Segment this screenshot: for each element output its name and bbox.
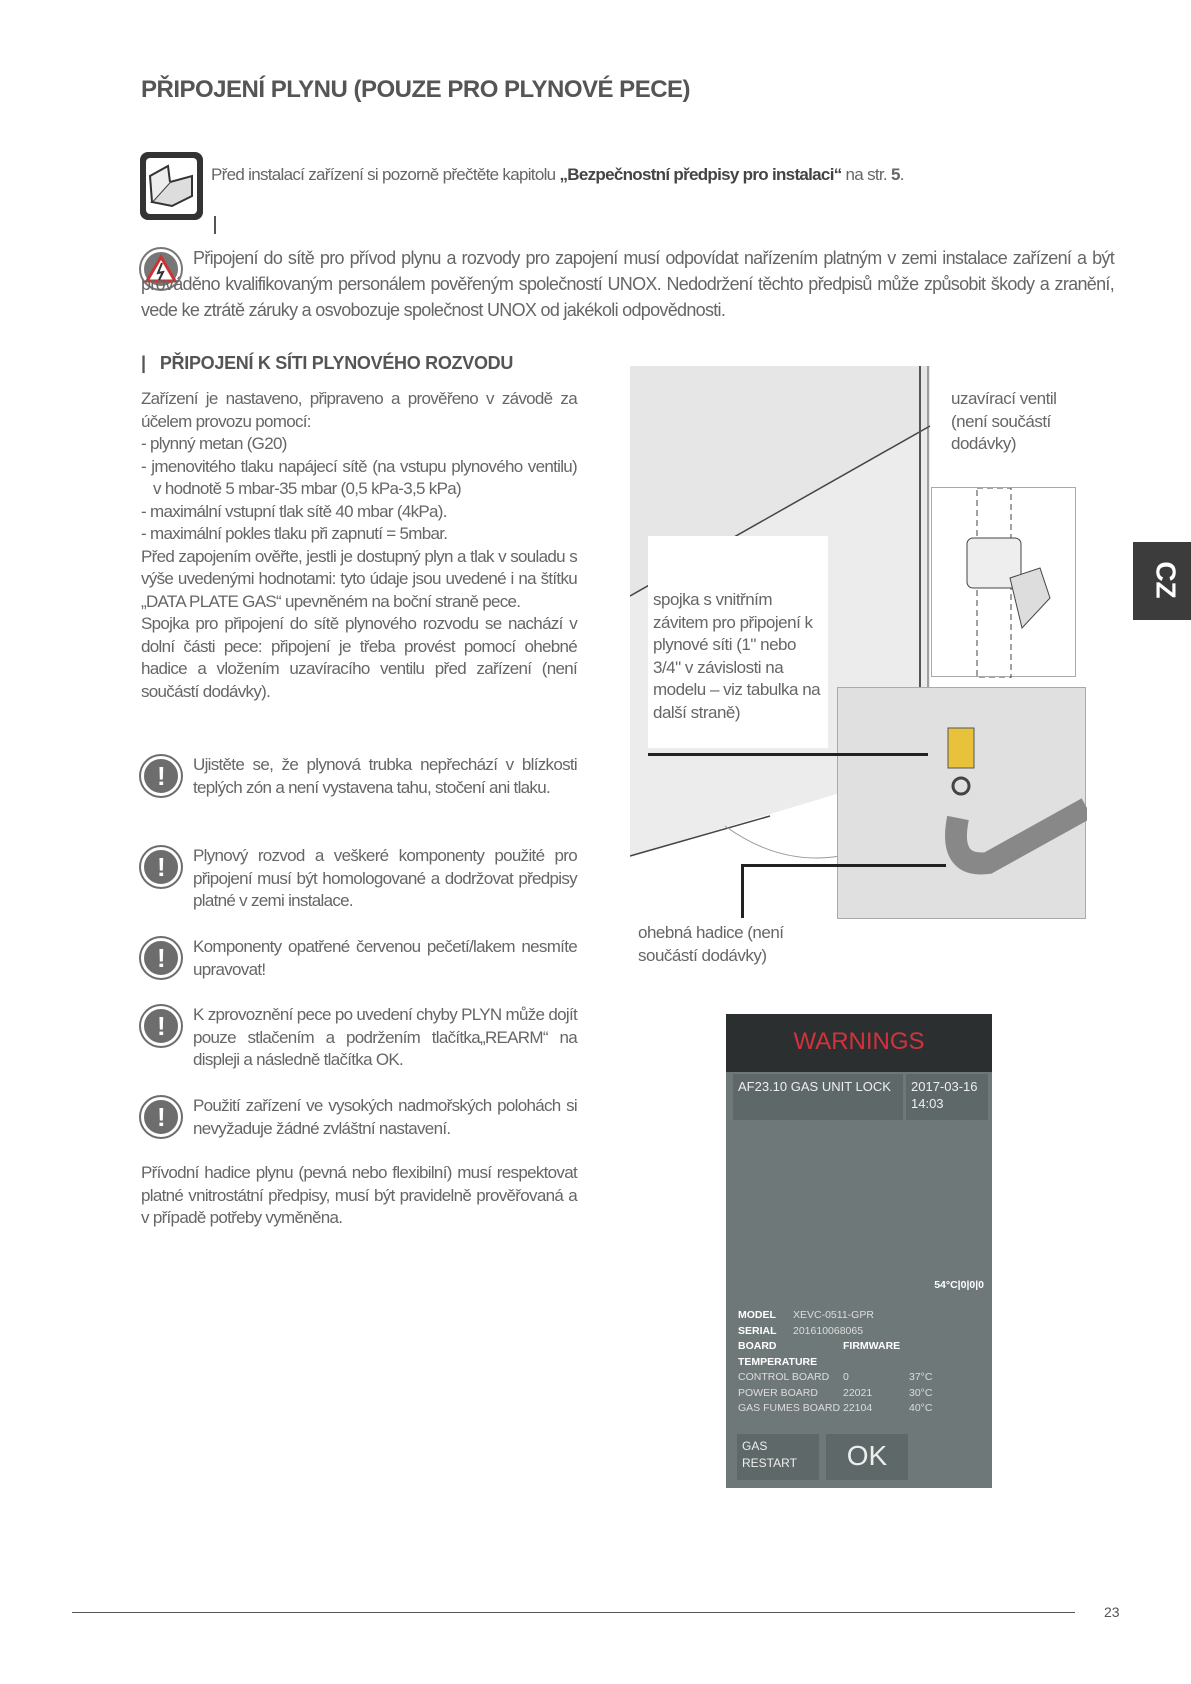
serial-label: SERIAL — [738, 1324, 777, 1337]
board-temp: 37°C — [909, 1371, 933, 1383]
closing-text: Přívodní hadice plynu (pevná nebo flexibilní) musí respektovat platné vnitrostátní předpisy, musí být pravidelně prověřovaná a v případě potřeby vyměněna. — [141, 1163, 577, 1227]
exclamation-icon: ! — [141, 1097, 181, 1137]
footer-rule — [72, 1612, 1075, 1613]
ok-button[interactable]: OK — [826, 1434, 908, 1480]
body-line: - maximální vstupní tlak sítě 40 mbar (4kPa). — [141, 501, 447, 521]
hose-arrow — [741, 864, 744, 918]
exclamation-icon: ! — [141, 938, 181, 978]
body-line: Zařízení je nastaveno, připraveno a prověřeno v závodě za účelem provozu pomocí: — [141, 389, 577, 431]
warning-item — [141, 845, 577, 913]
oven-display-screen — [726, 1014, 992, 1488]
board-firmware: 0 — [843, 1371, 849, 1383]
body-line: Spojka pro připojení do sítě plynového rozvodu se nachází v dolní části pece: připojení je třeba provést pomocí ohebné hadice a vložením uzavíracího ventilu před zařízení (není součástí dodávky). — [141, 614, 577, 701]
board-name: POWER BOARD — [738, 1386, 818, 1399]
warning-item — [141, 1004, 577, 1072]
valve-icon — [932, 488, 1077, 678]
board-temp: 30°C — [909, 1386, 933, 1399]
body-text — [141, 388, 577, 703]
model-label: MODEL — [738, 1309, 776, 1321]
intro-post: na str. — [841, 165, 891, 184]
intro-text — [211, 164, 904, 187]
warning-text: Plynový rozvod a veškeré komponenty použité pro připojení musí být homologované a dodržovat předpisy platné v zemi instalace. — [193, 846, 577, 910]
gas-restart-button[interactable]: GAS RESTART — [737, 1434, 819, 1480]
valve-label: uzavírací ventil (není součástí dodávky) — [951, 389, 1057, 453]
alarm-date: 2017-03-16 — [911, 1079, 978, 1094]
alarm-timestamp — [906, 1074, 988, 1120]
exclamation-icon: ! — [141, 1006, 181, 1046]
intro-chapter: „Bezpečnostní předpisy pro instalaci“ — [559, 165, 842, 184]
board-firmware: 22021 — [843, 1386, 873, 1399]
language-code: CZ — [1150, 561, 1182, 599]
divider-mark — [214, 216, 216, 234]
section-title: | PŘIPOJENÍ K SÍTI PLYNOVÉHO ROZVODU — [141, 353, 514, 373]
fitting-arrow — [648, 753, 928, 756]
col-temperature: TEMPERATURE — [738, 1355, 818, 1368]
alarm-text: AF23.10 GAS UNIT LOCK — [738, 1079, 891, 1094]
page-title: PŘIPOJENÍ PLYNU (POUZE PRO PLYNOVÉ PECE) — [141, 76, 691, 103]
hose-arrow-h — [741, 864, 946, 867]
warning-text: Komponenty opatřené červenou pečetí/lakem nesmíte upravovat! — [193, 937, 577, 979]
display-header: WARNINGS — [726, 1014, 992, 1072]
board-name: CONTROL BOARD — [738, 1371, 830, 1383]
exclamation-icon: ! — [141, 847, 181, 887]
warning-text: Použití zařízení ve vysokých nadmořských polohách si nevyžaduje žádné zvláštní nastavení. — [193, 1096, 577, 1138]
fitting-detail-box — [837, 687, 1086, 919]
board-name: GAS FUMES BOARD — [738, 1402, 841, 1414]
model-value: XEVC-0511-GPR — [793, 1309, 874, 1321]
intro-end: . — [899, 165, 904, 184]
device-info — [738, 1308, 988, 1417]
book-icon — [140, 152, 203, 220]
body-line: Před zapojením ověřte, jestli je dostupný plyn a tlak v souladu s výše uvedenými hodnotami: tyto údaje jsou uvedené i na štítku „DATA PLATE GAS“ upevněném na boční straně pece. — [141, 546, 577, 611]
board-firmware: 22104 — [843, 1402, 873, 1414]
col-firmware: FIRMWARE — [843, 1340, 901, 1352]
language-tab — [1133, 542, 1191, 620]
board-row — [738, 1386, 988, 1402]
intro-page: 5 — [890, 165, 900, 184]
page-number: 23 — [1104, 1604, 1120, 1620]
board-row — [738, 1401, 988, 1417]
alarm-time: 14:03 — [911, 1096, 944, 1111]
body-line: - maximální pokles tlaku při zapnutí = 5mbar. — [141, 524, 448, 543]
danger-text: Připojení do sítě pro přívod plynu a rozvody pro zapojení musí odpovídat nařízením platným v zemi instalace zařízení a být prováděno kvalifikovaným personálem pověřeným společností UNOX. Nedodržení těchto předpisů může způsobit škody a zranění, vede ke ztrátě záruky a osvobozuje společnost UNOX od jakékoli odpovědnosti. — [141, 248, 1114, 320]
alarm-entry[interactable] — [733, 1074, 903, 1120]
body-line: - plynný metan (G20) — [141, 434, 287, 453]
board-temp: 40°C — [909, 1402, 933, 1414]
board-row — [738, 1370, 988, 1386]
hose-label: ohebná hadice (není součástí dodávky) — [638, 923, 784, 965]
warning-item — [141, 1095, 577, 1140]
exclamation-icon: ! — [141, 756, 181, 796]
warning-text: K zprovoznění pece po uvedení chyby PLYN může dojít pouze stlačením a podržením tlačítka„REARM“ na displeji a následně tlačítka OK. — [193, 1005, 577, 1069]
valve-detail-box — [931, 487, 1076, 677]
warning-text: Ujistěte se, že plynová trubka nepřechází v blízkosti teplých zón a není vystavena tahu, stočení ani tlaku. — [193, 755, 577, 797]
intro-pre: Před instalací zařízení si pozorně přečtěte kapitolu — [211, 165, 560, 184]
status-readout: 54°C|0|0|0 — [934, 1279, 984, 1291]
col-board: BOARD — [738, 1340, 777, 1352]
fitting-label: spojka s vnitřním závitem pro připojení k plynové síti (1" nebo 3/4" v závislosti na modelu – viz tabulka na další straně) — [653, 590, 821, 722]
warning-item — [141, 936, 577, 981]
warning-item — [141, 754, 577, 799]
serial-value: 201610068065 — [793, 1324, 864, 1337]
body-line: - jmenovitého tlaku napájecí sítě (na vstupu plynového ventilu) v hodnotě 5 mbar-35 mbar (0,5 kPa-3,5 kPa) — [141, 456, 577, 498]
